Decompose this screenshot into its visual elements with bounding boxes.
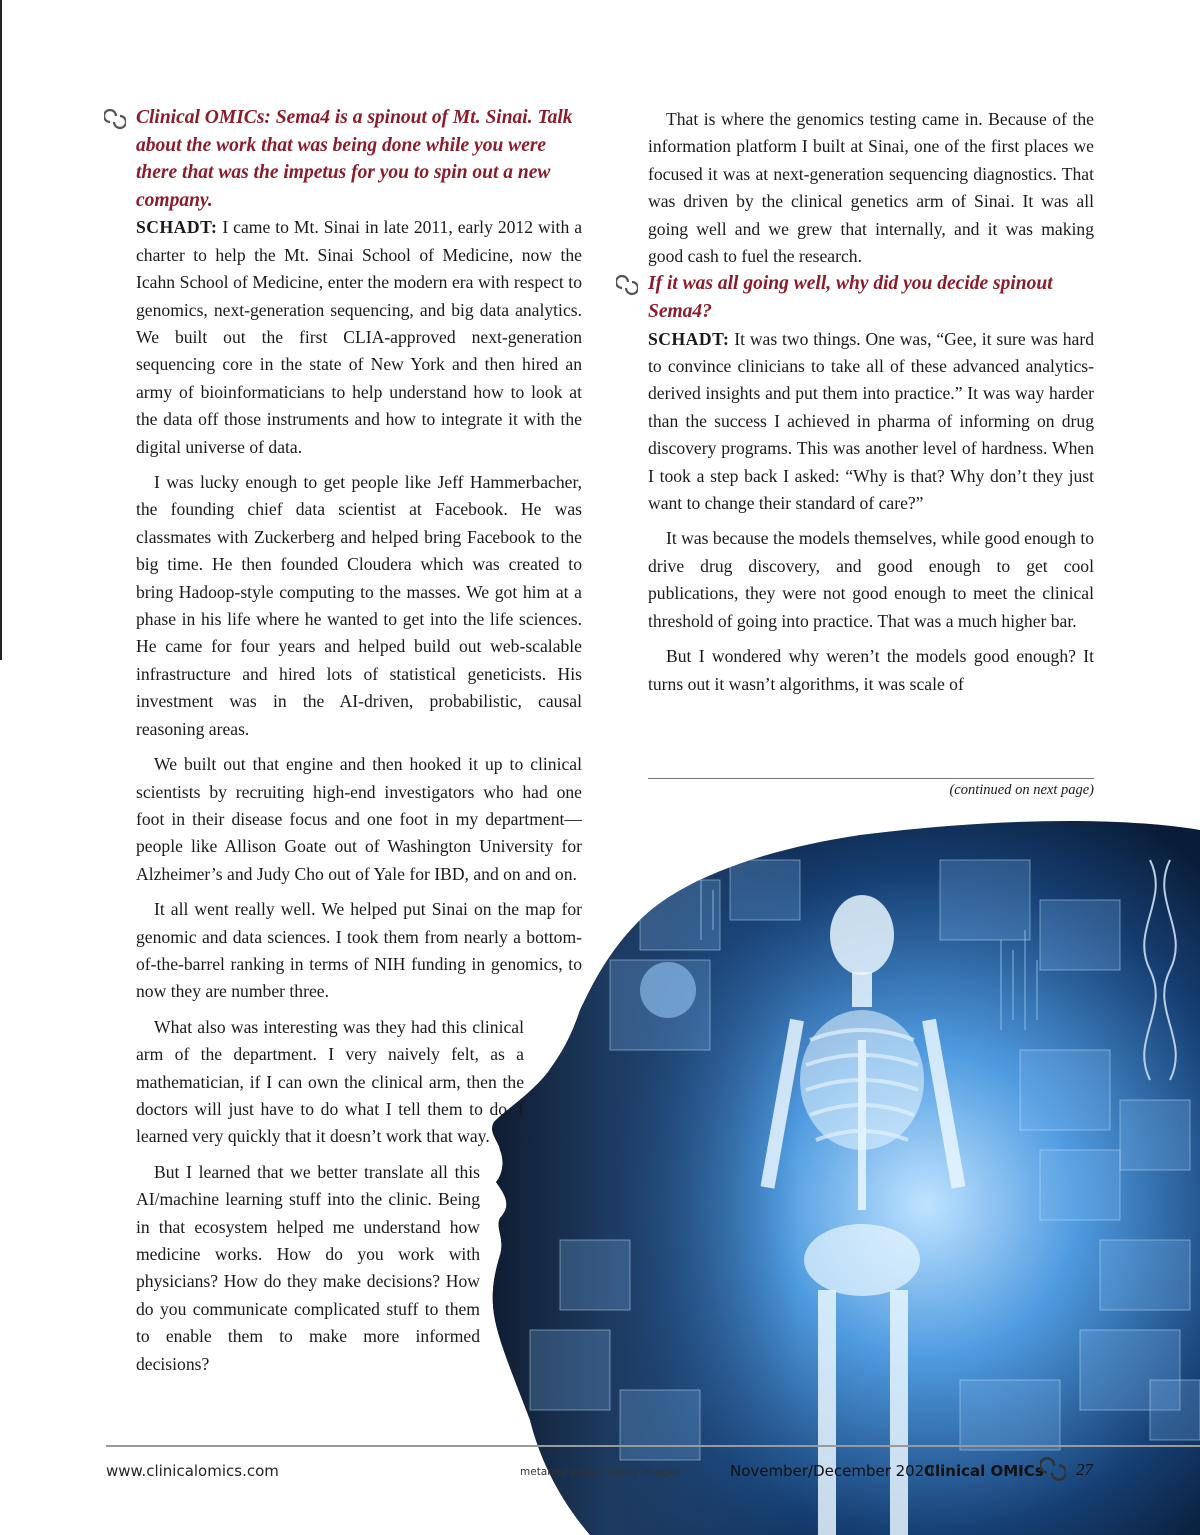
clinical-omics-logo-icon	[104, 108, 126, 130]
speaker-label: SCHADT:	[648, 328, 730, 349]
answer-paragraph-6: But I learned that we better translate all this AI/machine learning stuff into the clinic. Being in that ecosystem helped me understand how medicine works. How do you work with physicians? How do they make decisions? How do you communicate complicated stuff to them to enable them to make more informed decisions?	[136, 1161, 480, 1374]
answer-paragraph-8	[648, 326, 1094, 518]
question-1-text: Clinical OMICs: Sema4 is a spinout of Mt. Sinai. Talk about the work that was being done while you were there that was the impetus for you to spin out a new company.	[136, 107, 573, 211]
answer-paragraph-9: It was because the models themselves, while good enough to drive drug discovery, and good enough to get cool publications, they were not good enough to meet the clinical threshold of going into practice. That was a much higher bar.	[648, 528, 1095, 631]
continued-divider	[648, 778, 1094, 779]
answer-paragraph-2: I was lucky enough to get people like Jeff Hammerbacher, the founding chief data scientist at Facebook. He was classmates with Zuckerberg and helped bring Facebook to the big time. He then founded Cloudera which was created to bring Hadoop-style computing to the masses. We got him at a phase in his life where he wanted to get into the life sciences. He came for four years and helped build out web-scalable infrastructure and hired lots of statistical geneticists. His investment was in the AI-driven, probabilistic, causal reasoning areas.	[136, 472, 582, 739]
clinical-omics-logo-icon	[1040, 1456, 1066, 1482]
issue-date: November/December 2020	[730, 1462, 934, 1480]
right-column	[648, 106, 1094, 698]
photo-credit: metamorworks / Getty Images	[520, 1466, 681, 1478]
publication-name: Clinical OMICs	[924, 1462, 1044, 1480]
continued-note: (continued on next page)	[949, 782, 1094, 798]
answer-paragraph-1	[136, 214, 582, 461]
answer-paragraph-4: It all went really well. We helped put Sinai on the map for genomic and data sciences. I took them from nearly a bottom-of-the-barrel ranking in terms of NIH funding in genomics, to now they are number three.	[136, 899, 582, 1002]
footer-website-url[interactable]: www.clinicalomics.com	[106, 1462, 279, 1480]
answer-paragraph-3: We built out that engine and then hooked it up to clinical scientists by recruiting high-end investigators who had one foot in their disease focus and one foot in my department—people like Allison Goate out of Washington University for Alzheimer’s and Judy Cho out of Yale for IBD, and on and on.	[136, 754, 582, 884]
answer-text-8: It was two things. One was, “Gee, it sure was hard to convince clinicians to take all of these advanced analytics-derived insights and put them into practice.” It was way harder than the success I achieved in pharma of informing on drug discovery programs. This was another level of hardness. When I took a step back I asked: “Why is that? Why don’t they just want to change their standard of care?”	[648, 328, 1094, 514]
answer-text-1: I came to Mt. Sinai in late 2011, early 2012 with a charter to help the Mt. Sinai School of Medicine, now the Icahn School of Medicine, enter the modern era with respect to genomics, next-generation sequencing, and big data analytics. We built out the first CLIA-approved next-generation sequencing core in the state of New York and then hired an army of bioinformaticians to help understand how to look at the data off those instruments and how to integrate it with the digital universe of data.	[136, 217, 582, 457]
answer-paragraph-7: That is where the genomics testing came in. Because of the information platform I built at Sinai, one of the first places we focused it was at next-generation sequencing diagnostics. That was driven by the clinical genetics arm of Sinai. It was all going well and we grew that internally, and it was making good cash to fuel the research.	[648, 109, 1094, 267]
speaker-label: SCHADT:	[136, 217, 218, 238]
answer-paragraph-5: What also was interesting was they had this clinical arm of the department. I very naively felt, as a mathematician, if I can own the clinical arm, then the doctors will just have to do what I tell them to do. I learned very quickly that it doesn’t work that way.	[136, 1016, 524, 1147]
answer-paragraph-10: But I wondered why weren’t the models good enough? It turns out it wasn’t algorithms, it was scale of	[648, 646, 1094, 694]
page-number: 27	[1076, 1460, 1093, 1479]
clinical-omics-logo-icon	[616, 274, 638, 296]
question-2-text: If it was all going well, why did you decide spinout Sema4?	[648, 273, 1053, 323]
left-column	[136, 104, 582, 1378]
interview-question-2	[648, 270, 1094, 325]
footer-divider	[106, 1445, 1200, 1447]
interview-question-1	[136, 104, 582, 214]
